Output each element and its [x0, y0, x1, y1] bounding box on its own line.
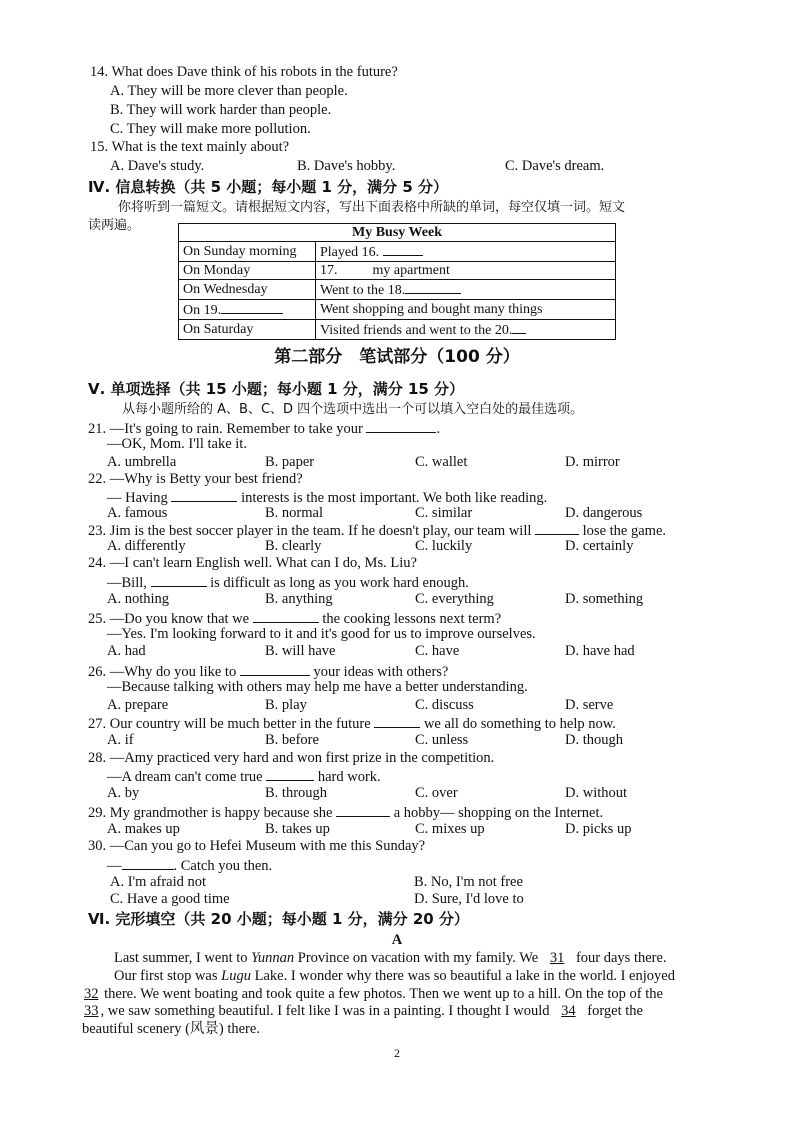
question-22-option-b: B. normal — [265, 505, 323, 521]
question-30-option-a: A. I'm afraid not — [110, 874, 207, 890]
question-22-option-c: C. similar — [415, 505, 473, 521]
passage-line4: 33 , we saw something beautiful. I felt like I was in a painting. I thought I would 34 forget the — [84, 1003, 643, 1019]
question-26-option-b: B. play — [265, 697, 307, 713]
question-27-option-b: B. before — [265, 732, 319, 748]
table-cell-what: Played 16. — [316, 242, 616, 262]
question-27-line1: 27. Our country will be much better in the future we all do something to help now. — [88, 716, 616, 732]
question-15-option-a: A. Dave's study. — [110, 158, 205, 174]
question-29-line1: 29. My grandmother is happy because she a hobby— shopping on the Internet. — [88, 805, 604, 821]
question-30-option-b: B. No, I'm not free — [414, 874, 523, 890]
table-cell-when: On 19. — [179, 300, 316, 320]
question-24-option-b: B. anything — [265, 591, 333, 607]
question-25-option-a: A. had — [107, 643, 146, 659]
section-4-instruction-line2: 读两遍。 — [88, 218, 141, 233]
table-title: My Busy Week — [179, 224, 616, 242]
table-row — [179, 300, 616, 320]
question-23-option-a: A. differently — [107, 538, 186, 554]
part-2-title: 第二部分 笔试部分（100 分） — [274, 347, 520, 367]
passage-line2: Our first stop was Lugu Lake. I wonder why there was so beautiful a lake in the world. I enjoyed — [114, 968, 675, 984]
table-cell-what: 17. my apartment — [316, 262, 616, 280]
question-22-line2: — Having interests is the most important. We both like reading. — [107, 490, 548, 506]
question-28-line1: 28. —Amy practiced very hard and won first prize in the competition. — [88, 750, 495, 766]
question-26-line1: 26. —Why do you like to your ideas with others? — [88, 664, 449, 680]
question-14-stem: 14. What does Dave think of his robots in the future? — [90, 64, 398, 80]
question-26-option-d: D. serve — [565, 697, 614, 713]
section-6-heading: Ⅵ. 完形填空（共 20 小题；每小题 1 分，满分 20 分） — [88, 910, 469, 928]
section-5-instruction: 从每小题所给的 A、B、C、D 四个选项中选出一个可以填入空白处的最佳选项。 — [122, 402, 584, 417]
question-15-option-b: B. Dave's hobby. — [297, 158, 396, 174]
question-25-line1: 25. —Do you know that we the cooking lessons next term? — [88, 611, 502, 627]
question-28-option-b: B. through — [265, 785, 328, 801]
question-14-option-b: B. They will work harder than people. — [110, 102, 332, 118]
my-busy-week-table — [178, 223, 616, 340]
question-23-line1: 23. Jim is the best soccer player in the team. If he doesn't play, our team will lose the game. — [88, 523, 667, 539]
table-row — [179, 320, 616, 340]
question-27-option-d: D. though — [565, 732, 623, 748]
question-30-line1: 30. —Can you go to Hefei Museum with me this Sunday? — [88, 838, 426, 854]
question-22-line1: 22. —Why is Betty your best friend? — [88, 471, 303, 487]
question-26-line2: —Because talking with others may help me have a better understanding. — [107, 679, 528, 695]
question-29-option-a: A. makes up — [107, 821, 180, 837]
question-27-option-a: A. if — [107, 732, 134, 748]
question-24-option-c: C. everything — [415, 591, 494, 607]
question-21-line2: —OK, Mom. I'll take it. — [107, 436, 247, 452]
question-27-option-c: C. unless — [415, 732, 469, 748]
question-24-option-a: A. nothing — [107, 591, 170, 607]
question-28-option-c: C. over — [415, 785, 458, 801]
question-25-option-d: D. have had — [565, 643, 635, 659]
table-cell-what: Went to the 18. — [316, 280, 616, 300]
question-21-option-d: D. mirror — [565, 454, 620, 470]
question-24-option-d: D. something — [565, 591, 644, 607]
question-28-option-d: D. without — [565, 785, 628, 801]
table-row — [179, 242, 616, 262]
question-23-option-b: B. clearly — [265, 538, 322, 554]
table-row — [179, 262, 616, 280]
question-23-option-d: D. certainly — [565, 538, 634, 554]
question-24-line1: 24. —I can't learn English well. What can I do, Ms. Liu? — [88, 555, 417, 571]
question-26-option-a: A. prepare — [107, 697, 169, 713]
passage-line3: 32 there. We went boating and took quite a few photos. Then we went up to a hill. On the top of the — [84, 986, 663, 1002]
question-30-line2: — . Catch you then. — [107, 858, 273, 874]
section-5-heading: Ⅴ. 单项选择（共 15 小题；每小题 1 分，满分 15 分） — [88, 380, 465, 398]
question-22-option-a: A. famous — [107, 505, 168, 521]
table-cell-when: On Monday — [179, 262, 316, 280]
passage-line1: Last summer, I went to Yunnan Province on vacation with my family. We 31 four days there. — [114, 950, 667, 966]
table-cell-what: Visited friends and went to the 20. — [316, 320, 616, 340]
question-29-option-d: D. picks up — [565, 821, 632, 837]
question-28-option-a: A. by — [107, 785, 140, 801]
section-4-instruction-line1: 你将听到一篇短文。请根据短文内容，写出下面表格中所缺的单词，每空仅填一词。短文 — [118, 200, 626, 215]
question-29-option-c: C. mixes up — [415, 821, 485, 837]
section-4-heading: Ⅳ. 信息转换（共 5 小题；每小题 1 分，满分 5 分） — [88, 178, 449, 196]
question-21-option-b: B. paper — [265, 454, 315, 470]
question-26-option-c: C. discuss — [415, 697, 474, 713]
question-15-option-c: C. Dave's dream. — [505, 158, 605, 174]
table-cell-what: Went shopping and bought many things — [316, 300, 616, 320]
question-25-line2: —Yes. I'm looking forward to it and it's good for us to improve ourselves. — [107, 626, 536, 642]
passage-line5: beautiful scenery (风景) there. — [82, 1021, 260, 1037]
question-21-option-c: C. wallet — [415, 454, 468, 470]
table-cell-when: On Saturday — [179, 320, 316, 340]
table-row — [179, 280, 616, 300]
question-22-option-d: D. dangerous — [565, 505, 643, 521]
question-15-stem: 15. What is the text mainly about? — [90, 139, 290, 155]
question-28-line2: —A dream can't come true hard work. — [107, 769, 381, 785]
question-24-line2: —Bill, is difficult as long as you work hard enough. — [107, 575, 469, 591]
question-30-option-d: D. Sure, I'd love to — [414, 891, 524, 907]
question-25-option-b: B. will have — [265, 643, 336, 659]
question-14-option-c: C. They will make more pollution. — [110, 121, 311, 137]
question-21-line1: 21. —It's going to rain. Remember to take your . — [88, 421, 441, 437]
question-29-option-b: B. takes up — [265, 821, 330, 837]
table-cell-when: On Wednesday — [179, 280, 316, 300]
question-21-option-a: A. umbrella — [107, 454, 177, 470]
page-number: 2 — [394, 1046, 400, 1060]
passage-label: A — [391, 932, 403, 948]
question-30-option-c: C. Have a good time — [110, 891, 230, 907]
table-cell-when: On Sunday morning — [179, 242, 316, 262]
question-25-option-c: C. have — [415, 643, 460, 659]
question-23-option-c: C. luckily — [415, 538, 473, 554]
question-14-option-a: A. They will be more clever than people. — [110, 83, 348, 99]
